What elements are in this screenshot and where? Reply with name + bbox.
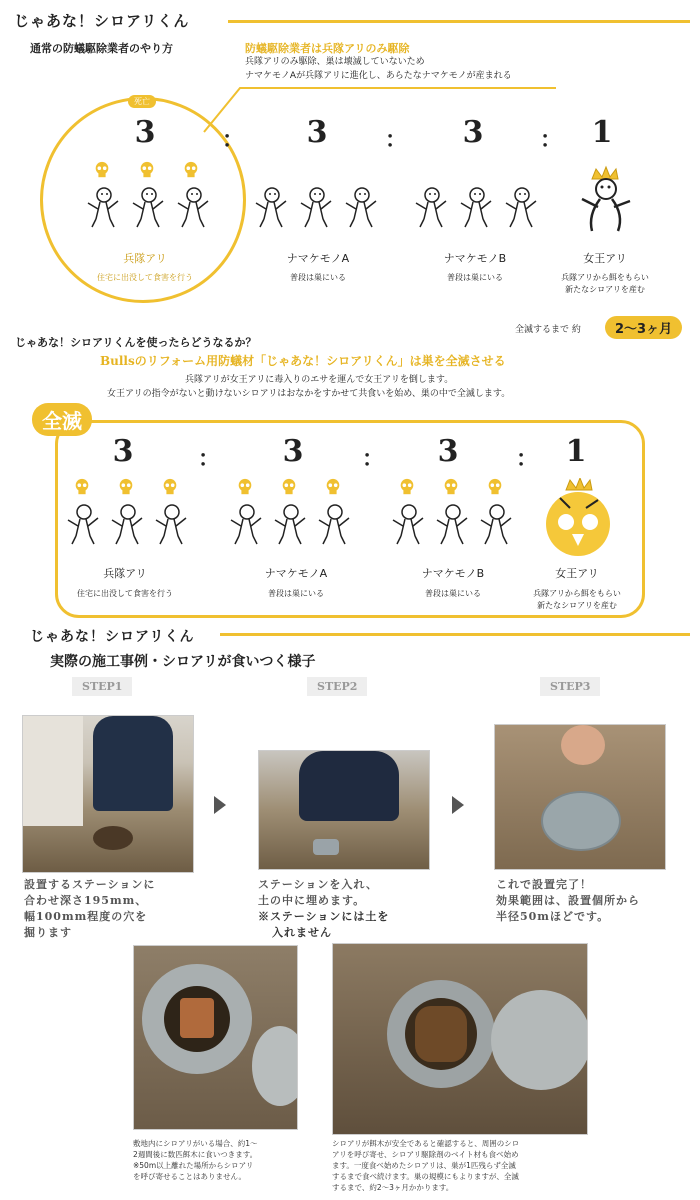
group-label-queen: 女王アリ <box>583 252 627 265</box>
skull-icon <box>93 161 111 179</box>
group2-label-queen: 女王アリ <box>555 567 599 580</box>
group-label-sloth-a: ナマケモノA <box>286 252 350 265</box>
station <box>313 839 339 855</box>
step1-photo <box>22 715 194 873</box>
group2-desc-queen-1: 兵隊アリから餌をもらい <box>533 589 621 598</box>
ratio-soldier: 3 <box>134 115 156 150</box>
group2-label-sloth-b: ナマケモノB <box>421 567 485 580</box>
photo5-caption-2: アリを呼び寄せ、シロアリ駆除剤のベイト材も食べ始め <box>332 1150 519 1159</box>
group-label-sloth-b: ナマケモノB <box>443 252 507 265</box>
ratio-sloth-b: 3 <box>462 115 484 150</box>
termite-sloth-a-icon <box>295 185 335 229</box>
worker-figure <box>93 716 173 811</box>
eaten-bait <box>415 1006 467 1062</box>
step1-badge: STEP1 <box>72 677 132 696</box>
skull-icon <box>398 478 416 496</box>
ratio2-soldier: 3 <box>112 434 134 469</box>
section3-subtitle: 実際の施工事例・シロアリが食いつく様子 <box>50 654 316 670</box>
arrow-right-icon <box>214 796 226 814</box>
photo4-caption-4: を呼び寄せることはありません。 <box>133 1172 246 1181</box>
termite-sloth-b-icon <box>431 502 471 546</box>
skull-icon <box>486 478 504 496</box>
skull-icon <box>324 478 342 496</box>
callout-connector <box>200 84 560 134</box>
explain-line1: 兵隊アリが女王アリに毒入りのエサを運んで女王アリを倒します。 <box>185 375 454 385</box>
termite-sloth-b-icon <box>500 185 540 229</box>
step2-photo <box>258 750 430 870</box>
colon-3: ： <box>540 128 563 153</box>
termite-sloth-a-icon <box>313 502 353 546</box>
time-value: 2〜3ヶ月 <box>605 316 682 339</box>
termite-sloth-a-icon <box>269 502 309 546</box>
group2-label-soldier: 兵隊アリ <box>103 567 147 580</box>
step2-caption-4: 入れません <box>272 926 332 939</box>
skull-icon <box>161 478 179 496</box>
colon2-1: ： <box>198 447 221 472</box>
step2-badge: STEP2 <box>307 677 367 696</box>
hand <box>561 725 605 765</box>
termite-soldier-icon <box>62 502 102 546</box>
dead-queen-icon <box>540 478 612 558</box>
headline-text: Bullsのリフォーム用防蟻材「じゃあな！シロアリくん」は巣を全滅させる <box>100 354 506 368</box>
group2-desc-soldier: 住宅に出没して食害を行う <box>77 589 173 598</box>
group-desc-soldier: 住宅に出没して食害を行う <box>97 273 193 282</box>
termite-soldier-icon <box>150 502 190 546</box>
skull-icon <box>73 478 91 496</box>
colon2-3: ： <box>516 447 539 472</box>
bait-wood <box>180 998 214 1038</box>
title-underline <box>228 20 690 23</box>
callout-title: 防蟻駆除業者は兵隊アリのみ駆除 <box>245 42 410 55</box>
arrow-right-icon <box>452 796 464 814</box>
wall <box>23 716 83 826</box>
termite-soldier-icon <box>82 185 122 229</box>
photo-bait-wood <box>133 945 298 1130</box>
step3-badge: STEP3 <box>540 677 600 696</box>
ratio2-sloth-a: 3 <box>282 434 304 469</box>
termite-sloth-b-icon <box>455 185 495 229</box>
group2-desc-queen-2: 新たなシロアリを産む <box>537 601 617 610</box>
station-lid <box>491 990 588 1090</box>
explain-line2: 女王アリの指令がないと動けないシロアリはおなかをすかせて共食いを始め、巣の中で全滅します。 <box>107 389 511 399</box>
step1-caption-4: 掘ります <box>24 926 72 939</box>
ratio2-sloth-b: 3 <box>437 434 459 469</box>
station-lid <box>541 791 621 851</box>
ratio-queen: 1 <box>591 115 613 150</box>
group2-desc-sloth-b: 普段は巣にいる <box>425 589 481 598</box>
step3-photo <box>494 724 666 870</box>
time-label: 全滅するまで 約 <box>515 325 581 335</box>
step2-caption-3: ※ステーションには土を <box>258 910 390 923</box>
ratio2-queen: 1 <box>565 434 587 469</box>
photo-eaten-bait <box>332 943 588 1135</box>
worker-figure <box>299 751 399 821</box>
termite-queen-icon <box>572 165 636 237</box>
step2-caption-1: ステーションを入れ、 <box>258 878 378 891</box>
group2-label-sloth-a: ナマケモノA <box>264 567 328 580</box>
group-desc-sloth-b: 普段は巣にいる <box>447 273 503 282</box>
section3-title: じゃあな！シロアリくん <box>30 629 195 645</box>
termite-sloth-a-icon <box>340 185 380 229</box>
termite-sloth-b-icon <box>387 502 427 546</box>
skull-icon <box>280 478 298 496</box>
termite-soldier-icon <box>106 502 146 546</box>
step3-caption-1: これで設置完了！ <box>496 878 592 891</box>
step1-caption-1: 設置するステーションに <box>24 878 156 891</box>
skull-icon <box>442 478 460 496</box>
termite-sloth-a-icon <box>250 185 290 229</box>
group-desc-sloth-a: 普段は巣にいる <box>290 273 346 282</box>
skull-icon <box>236 478 254 496</box>
termite-soldier-icon <box>127 185 167 229</box>
group-desc-queen-2: 新たなシロアリを産む <box>565 285 645 294</box>
station-lid <box>252 1026 298 1106</box>
step1-caption-2: 合わせ深さ195mm、 <box>24 894 148 907</box>
annihilation-badge: 全滅 <box>32 403 92 436</box>
dead-badge: 死亡 <box>128 95 156 108</box>
group-label-soldier: 兵隊アリ <box>123 252 167 265</box>
skull-icon <box>138 161 156 179</box>
photo5-caption-3: ます。一度食べ始めたシロアリは、巣が1匹残らず全滅 <box>332 1161 516 1170</box>
step2-caption-2: 土の中に埋めます。 <box>258 894 366 907</box>
termite-soldier-icon <box>172 185 212 229</box>
termite-sloth-a-icon <box>225 502 265 546</box>
photo4-caption-3: ※50m以上離れた場所からシロアリ <box>133 1161 254 1170</box>
ratio-sloth-a: 3 <box>306 115 328 150</box>
photo4-caption-2: 2週間後に数匹餌木に食いつきます。 <box>133 1150 258 1159</box>
termite-sloth-b-icon <box>410 185 450 229</box>
skull-icon <box>117 478 135 496</box>
photo5-caption-5: するまで、約2〜3ヶ月かかります。 <box>332 1183 454 1192</box>
group-desc-queen-1: 兵隊アリから餌をもらい <box>561 273 649 282</box>
skull-icon <box>182 161 200 179</box>
colon-1: ： <box>222 128 245 153</box>
callout-line2: ナマケモノAが兵隊アリに進化し、あらたなナマケモノが産まれる <box>245 71 512 81</box>
photo4-caption-1: 敷地内にシロアリがいる場合、約1〜 <box>133 1139 258 1148</box>
photo5-caption-4: するまで食べ続けます。巣の規模にもよりますが、全滅 <box>332 1172 519 1181</box>
colon-2: ： <box>385 128 408 153</box>
section3-underline <box>220 633 690 636</box>
termite-sloth-b-icon <box>475 502 515 546</box>
step1-caption-3: 幅100mm程度の穴を <box>24 910 148 923</box>
hole <box>93 826 133 850</box>
group2-desc-sloth-a: 普段は巣にいる <box>268 589 324 598</box>
photo5-caption-1: シロアリが餌木が安全であると確認すると、周囲のシロ <box>332 1139 520 1148</box>
step3-caption-3: 半径50mほどです。 <box>496 910 610 923</box>
callout-line1: 兵隊アリのみ駆除、巣は壊滅していないため <box>245 57 425 67</box>
section1-subtitle: 通常の防蟻駆除業者のやり方 <box>30 42 173 55</box>
step3-caption-2: 効果範囲は、設置個所から <box>496 894 640 907</box>
question-text: じゃあな！シロアリくんを使ったらどうなるか？ <box>15 336 257 349</box>
colon2-2: ： <box>362 447 385 472</box>
section1-title: じゃあな！シロアリくん <box>14 12 190 30</box>
